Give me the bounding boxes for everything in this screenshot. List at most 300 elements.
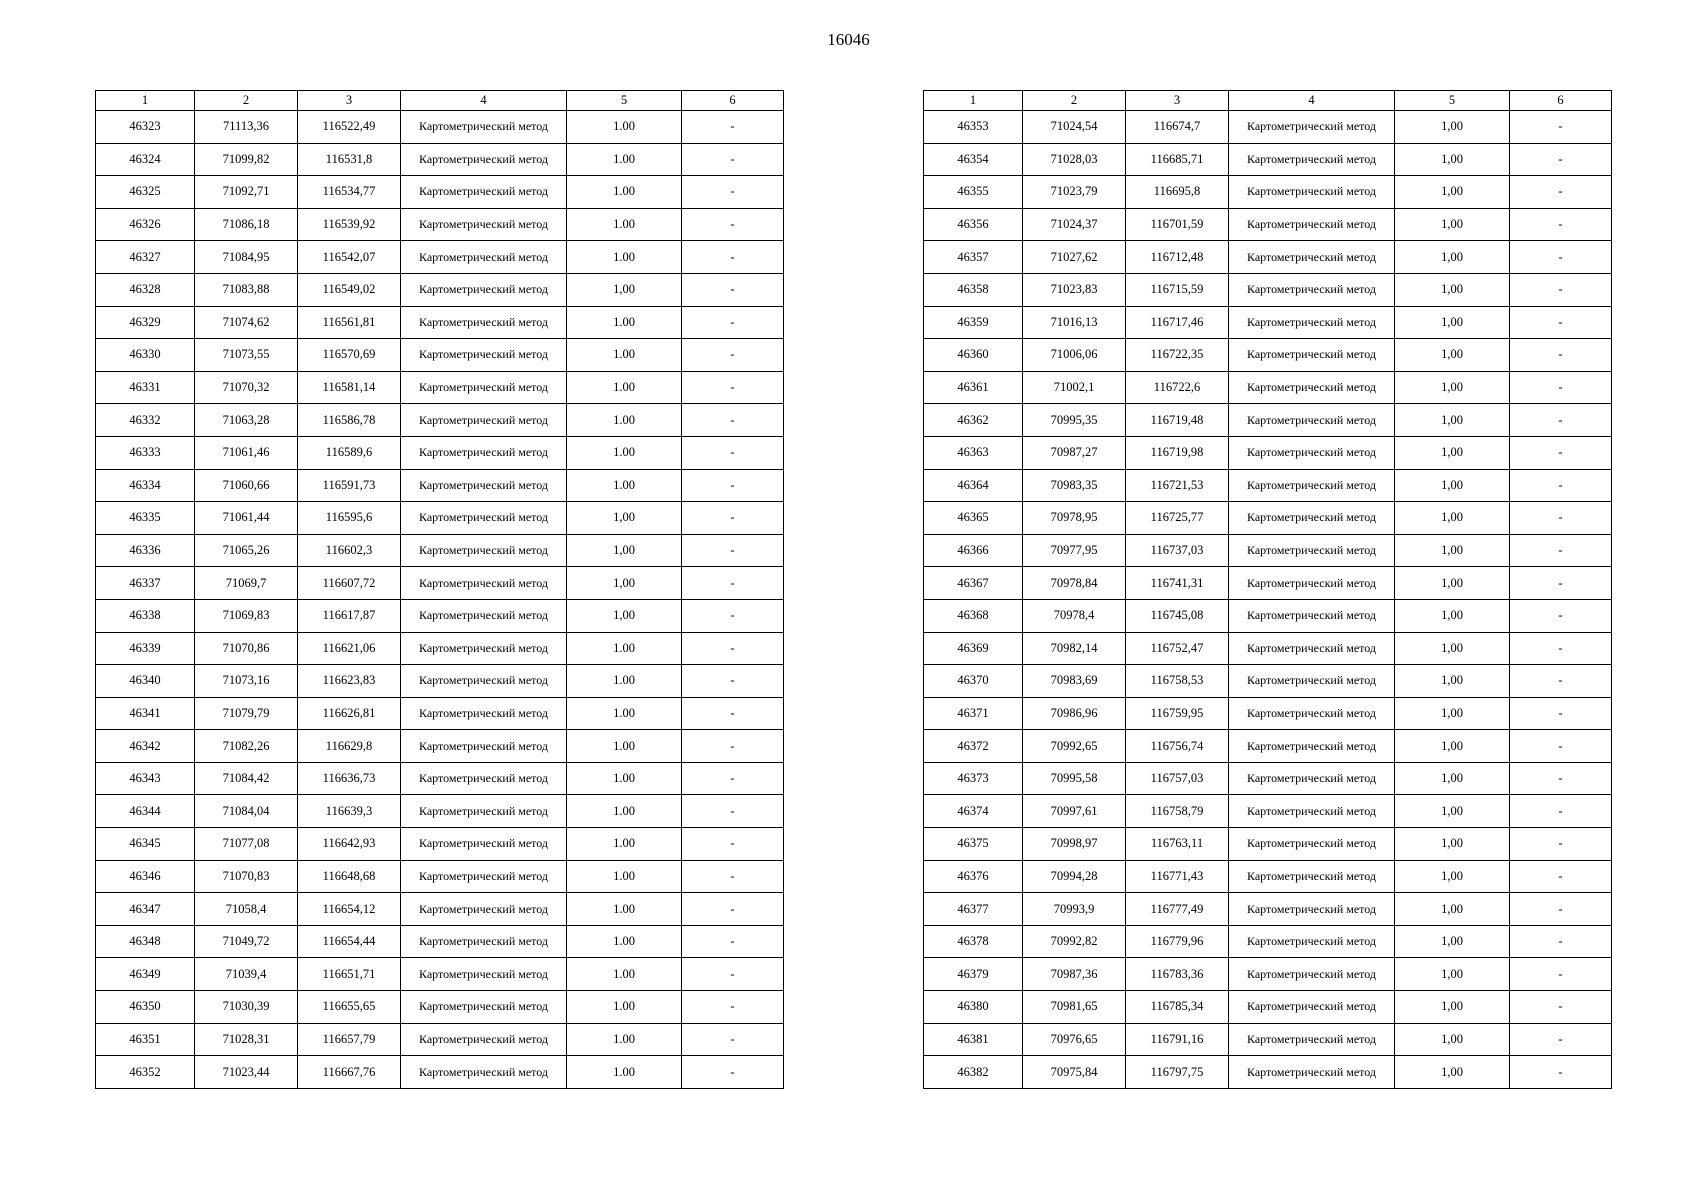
col-header-precision: 5 — [567, 91, 682, 111]
x-coordinate-cell: 71084,42 — [195, 762, 298, 795]
x-coordinate-cell: 70987,36 — [1023, 958, 1126, 991]
y-coordinate-cell: 116602,3 — [298, 534, 401, 567]
precision-cell: 1,00 — [1395, 828, 1510, 861]
method-cell: Картометрический метод — [401, 730, 567, 763]
table-row — [924, 860, 1612, 893]
col-header-y: 3 — [1126, 91, 1229, 111]
point-number-cell: 46356 — [924, 208, 1023, 241]
x-coordinate-cell: 70978,84 — [1023, 567, 1126, 600]
table-row — [96, 339, 784, 372]
note-cell: - — [1510, 1056, 1612, 1089]
table-row — [924, 371, 1612, 404]
y-coordinate-cell: 116745,08 — [1126, 599, 1229, 632]
precision-cell: 1.00 — [567, 241, 682, 274]
col-header-x: 2 — [1023, 91, 1126, 111]
x-coordinate-cell: 71023,83 — [1023, 273, 1126, 306]
note-cell: - — [1510, 762, 1612, 795]
x-coordinate-cell: 71039,4 — [195, 958, 298, 991]
note-cell: - — [682, 991, 784, 1024]
precision-cell: 1,00 — [1395, 502, 1510, 535]
y-coordinate-cell: 116591,73 — [298, 469, 401, 502]
x-coordinate-cell: 71063,28 — [195, 404, 298, 437]
precision-cell: 1,00 — [1395, 665, 1510, 698]
col-header-note: 6 — [1510, 91, 1612, 111]
precision-cell: 1,00 — [1395, 697, 1510, 730]
precision-cell: 1.00 — [567, 404, 682, 437]
y-coordinate-cell: 116791,16 — [1126, 1023, 1229, 1056]
method-cell: Картометрический метод — [1229, 665, 1395, 698]
precision-cell: 1.00 — [567, 111, 682, 144]
point-number-cell: 46363 — [924, 436, 1023, 469]
table-row — [96, 143, 784, 176]
y-coordinate-cell: 116667,76 — [298, 1056, 401, 1089]
y-coordinate-cell: 116741,31 — [1126, 567, 1229, 600]
table-row — [924, 143, 1612, 176]
table-row — [96, 371, 784, 404]
point-number-cell: 46344 — [96, 795, 195, 828]
point-number-cell: 46333 — [96, 436, 195, 469]
y-coordinate-cell: 116539,92 — [298, 208, 401, 241]
x-coordinate-cell: 71084,04 — [195, 795, 298, 828]
point-number-cell: 46365 — [924, 502, 1023, 535]
precision-cell: 1,00 — [1395, 176, 1510, 209]
y-coordinate-cell: 116642,93 — [298, 828, 401, 861]
precision-cell: 1,00 — [1395, 371, 1510, 404]
y-coordinate-cell: 116655,65 — [298, 991, 401, 1024]
table-row — [96, 111, 784, 144]
point-number-cell: 46366 — [924, 534, 1023, 567]
table-row — [96, 273, 784, 306]
x-coordinate-cell: 70995,35 — [1023, 404, 1126, 437]
note-cell: - — [682, 176, 784, 209]
y-coordinate-cell: 116721,53 — [1126, 469, 1229, 502]
y-coordinate-cell: 116561,81 — [298, 306, 401, 339]
precision-cell: 1.00 — [567, 991, 682, 1024]
y-coordinate-cell: 116719,48 — [1126, 404, 1229, 437]
precision-cell: 1,00 — [1395, 273, 1510, 306]
point-number-cell: 46372 — [924, 730, 1023, 763]
note-cell: - — [1510, 241, 1612, 274]
table-row — [96, 1023, 784, 1056]
point-number-cell: 46373 — [924, 762, 1023, 795]
table-row — [96, 176, 784, 209]
note-cell: - — [1510, 567, 1612, 600]
note-cell: - — [1510, 795, 1612, 828]
note-cell: - — [1510, 991, 1612, 1024]
method-cell: Картометрический метод — [401, 828, 567, 861]
point-number-cell: 46369 — [924, 632, 1023, 665]
table-row — [924, 1023, 1612, 1056]
note-cell: - — [1510, 893, 1612, 926]
method-cell: Картометрический метод — [1229, 502, 1395, 535]
precision-cell: 1,00 — [1395, 1056, 1510, 1089]
precision-cell: 1.00 — [567, 1023, 682, 1056]
point-number-cell: 46360 — [924, 339, 1023, 372]
y-coordinate-cell: 116595,6 — [298, 502, 401, 535]
point-number-cell: 46364 — [924, 469, 1023, 502]
x-coordinate-cell: 71069,7 — [195, 567, 298, 600]
x-coordinate-cell: 71016,13 — [1023, 306, 1126, 339]
y-coordinate-cell: 116722,35 — [1126, 339, 1229, 372]
y-coordinate-cell: 116639,3 — [298, 795, 401, 828]
x-coordinate-cell: 71023,44 — [195, 1056, 298, 1089]
x-coordinate-cell: 71030,39 — [195, 991, 298, 1024]
y-coordinate-cell: 116717,46 — [1126, 306, 1229, 339]
method-cell: Картометрический метод — [401, 632, 567, 665]
point-number-cell: 46375 — [924, 828, 1023, 861]
method-cell: Картометрический метод — [401, 665, 567, 698]
method-cell: Картометрический метод — [401, 795, 567, 828]
y-coordinate-cell: 116607,72 — [298, 567, 401, 600]
method-cell: Картометрический метод — [401, 599, 567, 632]
note-cell: - — [682, 828, 784, 861]
method-cell: Картометрический метод — [1229, 599, 1395, 632]
note-cell: - — [1510, 730, 1612, 763]
method-cell: Картометрический метод — [401, 893, 567, 926]
note-cell: - — [1510, 436, 1612, 469]
x-coordinate-cell: 70975,84 — [1023, 1056, 1126, 1089]
note-cell: - — [682, 306, 784, 339]
precision-cell: 1.00 — [567, 632, 682, 665]
x-coordinate-cell: 71058,4 — [195, 893, 298, 926]
x-coordinate-cell: 70978,4 — [1023, 599, 1126, 632]
x-coordinate-cell: 71079,79 — [195, 697, 298, 730]
point-number-cell: 46367 — [924, 567, 1023, 600]
y-coordinate-cell: 116779,96 — [1126, 925, 1229, 958]
y-coordinate-cell: 116586,78 — [298, 404, 401, 437]
precision-cell: 1,00 — [1395, 599, 1510, 632]
table-row — [96, 306, 784, 339]
method-cell: Картометрический метод — [1229, 339, 1395, 372]
x-coordinate-cell: 71060,66 — [195, 469, 298, 502]
method-cell: Картометрический метод — [1229, 958, 1395, 991]
precision-cell: 1,00 — [1395, 339, 1510, 372]
y-coordinate-cell: 116783,36 — [1126, 958, 1229, 991]
note-cell: - — [1510, 958, 1612, 991]
note-cell: - — [682, 339, 784, 372]
y-coordinate-cell: 116715,59 — [1126, 273, 1229, 306]
x-coordinate-cell: 71065,26 — [195, 534, 298, 567]
x-coordinate-cell: 70994,28 — [1023, 860, 1126, 893]
y-coordinate-cell: 116542,07 — [298, 241, 401, 274]
precision-cell: 1,00 — [1395, 306, 1510, 339]
point-number-cell: 46323 — [96, 111, 195, 144]
col-header-note: 6 — [682, 91, 784, 111]
precision-cell: 1,00 — [1395, 208, 1510, 241]
method-cell: Картометрический метод — [1229, 208, 1395, 241]
table-row — [96, 925, 784, 958]
y-coordinate-cell: 116722,6 — [1126, 371, 1229, 404]
point-number-cell: 46334 — [96, 469, 195, 502]
table-row — [96, 958, 784, 991]
y-coordinate-cell: 116737,03 — [1126, 534, 1229, 567]
method-cell: Картометрический метод — [1229, 143, 1395, 176]
x-coordinate-cell: 71083,88 — [195, 273, 298, 306]
precision-cell: 1,00 — [1395, 143, 1510, 176]
x-coordinate-cell: 71024,37 — [1023, 208, 1126, 241]
precision-cell: 1,00 — [567, 502, 682, 535]
precision-cell: 1.00 — [567, 665, 682, 698]
table-row — [924, 991, 1612, 1024]
y-coordinate-cell: 116589,6 — [298, 436, 401, 469]
note-cell: - — [682, 958, 784, 991]
x-coordinate-cell: 70992,65 — [1023, 730, 1126, 763]
note-cell: - — [1510, 697, 1612, 730]
precision-cell: 1.00 — [567, 730, 682, 763]
table-row — [96, 893, 784, 926]
method-cell: Картометрический метод — [1229, 925, 1395, 958]
note-cell: - — [1510, 534, 1612, 567]
table-row — [924, 567, 1612, 600]
point-number-cell: 46361 — [924, 371, 1023, 404]
y-coordinate-cell: 116654,12 — [298, 893, 401, 926]
y-coordinate-cell: 116758,53 — [1126, 665, 1229, 698]
x-coordinate-cell: 71028,03 — [1023, 143, 1126, 176]
point-number-cell: 46355 — [924, 176, 1023, 209]
point-number-cell: 46376 — [924, 860, 1023, 893]
note-cell: - — [682, 1023, 784, 1056]
point-number-cell: 46351 — [96, 1023, 195, 1056]
x-coordinate-cell: 71099,82 — [195, 143, 298, 176]
note-cell: - — [682, 599, 784, 632]
note-cell: - — [682, 111, 784, 144]
table-row — [96, 436, 784, 469]
method-cell: Картометрический метод — [401, 404, 567, 437]
note-cell: - — [1510, 176, 1612, 209]
table-row — [96, 404, 784, 437]
y-coordinate-cell: 116623,83 — [298, 665, 401, 698]
method-cell: Картометрический метод — [1229, 1056, 1395, 1089]
y-coordinate-cell: 116763,11 — [1126, 828, 1229, 861]
y-coordinate-cell: 116522,49 — [298, 111, 401, 144]
precision-cell: 1.00 — [567, 176, 682, 209]
y-coordinate-cell: 116648,68 — [298, 860, 401, 893]
point-number-cell: 46359 — [924, 306, 1023, 339]
point-number-cell: 46357 — [924, 241, 1023, 274]
table-row — [96, 534, 784, 567]
table-row — [924, 306, 1612, 339]
table-row — [96, 208, 784, 241]
method-cell: Картометрический метод — [401, 469, 567, 502]
col-header-point-number: 1 — [96, 91, 195, 111]
y-coordinate-cell: 116701,59 — [1126, 208, 1229, 241]
col-header-y: 3 — [298, 91, 401, 111]
x-coordinate-cell: 71070,32 — [195, 371, 298, 404]
y-coordinate-cell: 116685,71 — [1126, 143, 1229, 176]
table-row — [96, 795, 784, 828]
point-number-cell: 46337 — [96, 567, 195, 600]
x-coordinate-cell: 71070,86 — [195, 632, 298, 665]
method-cell: Картометрический метод — [1229, 273, 1395, 306]
method-cell: Картометрический метод — [1229, 567, 1395, 600]
y-coordinate-cell: 116771,43 — [1126, 860, 1229, 893]
x-coordinate-cell: 71023,79 — [1023, 176, 1126, 209]
precision-cell: 1,00 — [1395, 893, 1510, 926]
point-number-cell: 46342 — [96, 730, 195, 763]
x-coordinate-cell: 71074,62 — [195, 306, 298, 339]
table-header-row — [924, 91, 1612, 111]
point-number-cell: 46325 — [96, 176, 195, 209]
point-number-cell: 46362 — [924, 404, 1023, 437]
table-row — [924, 795, 1612, 828]
y-coordinate-cell: 116549,02 — [298, 273, 401, 306]
precision-cell: 1,00 — [1395, 958, 1510, 991]
point-number-cell: 46326 — [96, 208, 195, 241]
note-cell: - — [1510, 860, 1612, 893]
y-coordinate-cell: 116785,34 — [1126, 991, 1229, 1024]
y-coordinate-cell: 116617,87 — [298, 599, 401, 632]
col-header-method: 4 — [1229, 91, 1395, 111]
method-cell: Картометрический метод — [1229, 371, 1395, 404]
table-row — [924, 273, 1612, 306]
table-row — [924, 762, 1612, 795]
precision-cell: 1,00 — [1395, 111, 1510, 144]
precision-cell: 1.00 — [567, 958, 682, 991]
point-number-cell: 46340 — [96, 665, 195, 698]
point-number-cell: 46348 — [96, 925, 195, 958]
note-cell: - — [1510, 111, 1612, 144]
method-cell: Картометрический метод — [1229, 306, 1395, 339]
table-row — [924, 958, 1612, 991]
point-number-cell: 46350 — [96, 991, 195, 1024]
method-cell: Картометрический метод — [401, 697, 567, 730]
precision-cell: 1.00 — [567, 143, 682, 176]
note-cell: - — [682, 730, 784, 763]
table-row — [96, 502, 784, 535]
table-row — [924, 502, 1612, 535]
table-row — [924, 176, 1612, 209]
table-row — [924, 893, 1612, 926]
note-cell: - — [1510, 339, 1612, 372]
table-row — [96, 762, 784, 795]
table-row — [924, 632, 1612, 665]
point-number-cell: 46330 — [96, 339, 195, 372]
table-row — [924, 925, 1612, 958]
method-cell: Картометрический метод — [401, 1056, 567, 1089]
method-cell: Картометрический метод — [401, 860, 567, 893]
method-cell: Картометрический метод — [1229, 1023, 1395, 1056]
point-number-cell: 46332 — [96, 404, 195, 437]
note-cell: - — [682, 371, 784, 404]
x-coordinate-cell: 70992,82 — [1023, 925, 1126, 958]
y-coordinate-cell: 116752,47 — [1126, 632, 1229, 665]
point-number-cell: 46335 — [96, 502, 195, 535]
point-number-cell: 46370 — [924, 665, 1023, 698]
table-row — [96, 241, 784, 274]
y-coordinate-cell: 116725,77 — [1126, 502, 1229, 535]
method-cell: Картометрический метод — [401, 534, 567, 567]
point-number-cell: 46381 — [924, 1023, 1023, 1056]
point-number-cell: 46347 — [96, 893, 195, 926]
x-coordinate-cell: 70987,27 — [1023, 436, 1126, 469]
x-coordinate-cell: 70976,65 — [1023, 1023, 1126, 1056]
table-row — [924, 404, 1612, 437]
method-cell: Картометрический метод — [401, 436, 567, 469]
x-coordinate-cell: 71070,83 — [195, 860, 298, 893]
note-cell: - — [1510, 404, 1612, 437]
precision-cell: 1.00 — [567, 339, 682, 372]
precision-cell: 1,00 — [567, 567, 682, 600]
point-number-cell: 46327 — [96, 241, 195, 274]
precision-cell: 1.00 — [567, 860, 682, 893]
precision-cell: 1,00 — [1395, 730, 1510, 763]
point-number-cell: 46371 — [924, 697, 1023, 730]
point-number-cell: 46345 — [96, 828, 195, 861]
method-cell: Картометрический метод — [401, 306, 567, 339]
note-cell: - — [682, 795, 784, 828]
point-number-cell: 46346 — [96, 860, 195, 893]
note-cell: - — [682, 143, 784, 176]
table-row — [924, 436, 1612, 469]
method-cell: Картометрический метод — [1229, 241, 1395, 274]
col-header-point-number: 1 — [924, 91, 1023, 111]
note-cell: - — [1510, 208, 1612, 241]
method-cell: Картометрический метод — [401, 241, 567, 274]
note-cell: - — [682, 404, 784, 437]
precision-cell: 1.00 — [567, 762, 682, 795]
y-coordinate-cell: 116758,79 — [1126, 795, 1229, 828]
method-cell: Картометрический метод — [1229, 469, 1395, 502]
x-coordinate-cell: 70981,65 — [1023, 991, 1126, 1024]
method-cell: Картометрический метод — [401, 567, 567, 600]
precision-cell: 1.00 — [567, 697, 682, 730]
method-cell: Картометрический метод — [401, 1023, 567, 1056]
x-coordinate-cell: 71113,36 — [195, 111, 298, 144]
method-cell: Картометрический метод — [1229, 404, 1395, 437]
y-coordinate-cell: 116654,44 — [298, 925, 401, 958]
method-cell: Картометрический метод — [401, 958, 567, 991]
note-cell: - — [1510, 469, 1612, 502]
table-row — [924, 828, 1612, 861]
note-cell: - — [1510, 502, 1612, 535]
precision-cell: 1.00 — [567, 828, 682, 861]
coordinates-table-left — [95, 90, 784, 1089]
x-coordinate-cell: 70986,96 — [1023, 697, 1126, 730]
precision-cell: 1,00 — [1395, 241, 1510, 274]
table-row — [924, 339, 1612, 372]
point-number-cell: 46368 — [924, 599, 1023, 632]
point-number-cell: 46354 — [924, 143, 1023, 176]
table-row — [924, 111, 1612, 144]
table-header-row — [96, 91, 784, 111]
note-cell: - — [682, 1056, 784, 1089]
point-number-cell: 46341 — [96, 697, 195, 730]
coordinates-table-right — [923, 90, 1612, 1089]
y-coordinate-cell: 116621,06 — [298, 632, 401, 665]
y-coordinate-cell: 116712,48 — [1126, 241, 1229, 274]
note-cell: - — [1510, 306, 1612, 339]
y-coordinate-cell: 116531,8 — [298, 143, 401, 176]
table-row — [924, 534, 1612, 567]
table-body — [924, 111, 1612, 1089]
x-coordinate-cell: 70978,95 — [1023, 502, 1126, 535]
x-coordinate-cell: 70982,14 — [1023, 632, 1126, 665]
note-cell: - — [1510, 1023, 1612, 1056]
x-coordinate-cell: 71092,71 — [195, 176, 298, 209]
point-number-cell: 46349 — [96, 958, 195, 991]
note-cell: - — [682, 567, 784, 600]
col-header-method: 4 — [401, 91, 567, 111]
method-cell: Картометрический метод — [1229, 632, 1395, 665]
method-cell: Картометрический метод — [1229, 991, 1395, 1024]
method-cell: Картометрический метод — [401, 502, 567, 535]
x-coordinate-cell: 70997,61 — [1023, 795, 1126, 828]
y-coordinate-cell: 116636,73 — [298, 762, 401, 795]
point-number-cell: 46379 — [924, 958, 1023, 991]
x-coordinate-cell: 71006,06 — [1023, 339, 1126, 372]
point-number-cell: 46336 — [96, 534, 195, 567]
note-cell: - — [682, 893, 784, 926]
